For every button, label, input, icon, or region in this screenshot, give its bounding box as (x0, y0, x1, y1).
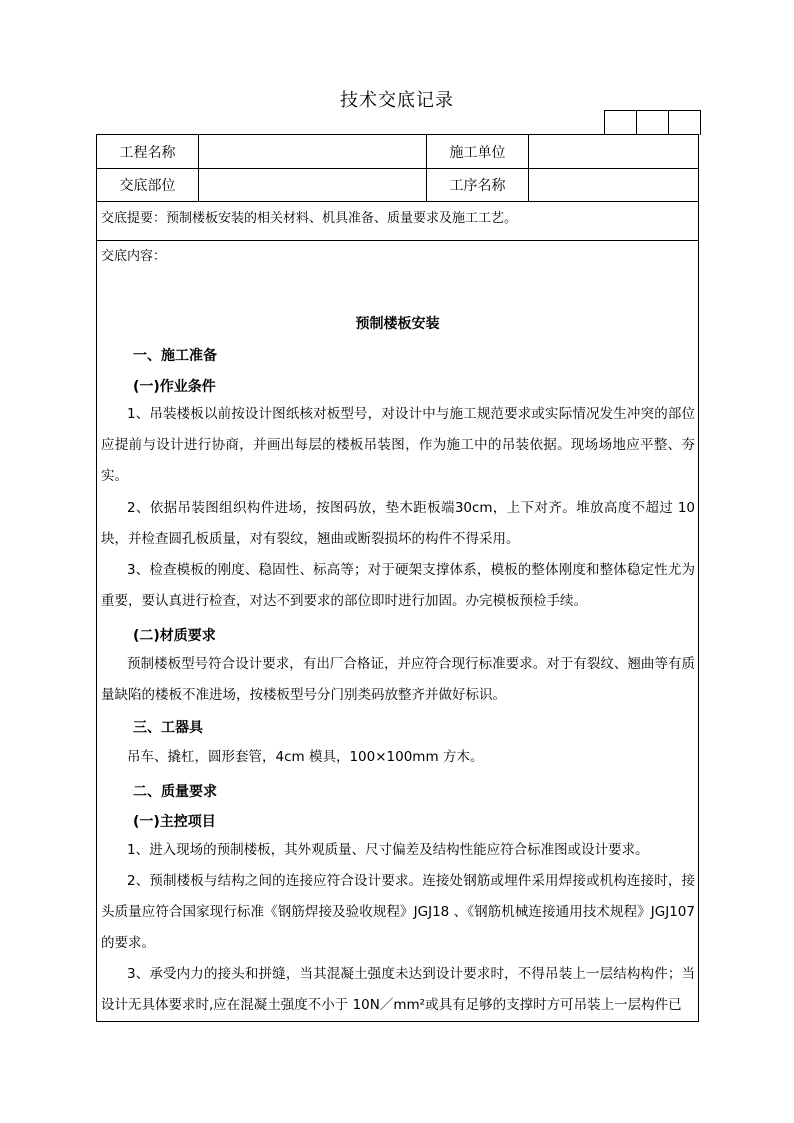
subsection-heading: (二)材质要求 (133, 628, 216, 644)
process-field[interactable] (529, 168, 698, 201)
section-heading: 二、质量要求 (133, 784, 217, 800)
record-form (96, 134, 699, 1022)
process-label: 工序名称 (427, 168, 529, 201)
project-name-field[interactable] (199, 135, 427, 168)
briefing-summary: 交底提要：预制楼板安装的相关材料、机具准备、质量要求及施工工艺。 (97, 201, 698, 241)
record-number-box[interactable] (637, 111, 669, 135)
header-row-2 (97, 168, 698, 202)
paragraph: 1、进入现场的预制楼板，其外观质量、尺寸偏差及结构性能应符合标准图或设计要求。 (127, 842, 649, 858)
content-label: 交底内容： (101, 249, 167, 264)
location-field[interactable] (199, 168, 427, 201)
paragraph: 2、预制楼板与结构之间的连接应符合设计要求。连接处钢筋或埋件采用焊接或机构连接时，接头质量应符合国家现行标准《钢筋焊接及验收规程》JGJ18 、《钢筋机械连接通用技术规程》JGJ107 的要求。 (101, 873, 695, 951)
paragraph: 预制楼板型号符合设计要求，有出厂合格证，并应符合现行标准要求。对于有裂纹、翘曲等有质量缺陷的楼板不准进场，按楼板型号分门别类码放整齐并做好标识。 (101, 656, 695, 703)
contractor-label: 施工单位 (427, 135, 529, 168)
contractor-field[interactable] (529, 135, 698, 168)
paragraph: 1、吊装楼板以前按设计图纸核对板型号，对设计中与施工规范要求或实际情况发生冲突的部位应提前与设计进行协商，并画出每层的楼板吊装图，作为施工中的吊装依据。现场场地应平整、夯实。 (101, 406, 695, 484)
header-row-1 (97, 135, 698, 169)
paragraph: 3、承受内力的接头和拼缝，当其混凝土强度未达到设计要求时，不得吊装上一层结构构件；当设计无具体要求时,应在混凝土强度不小于 10N／mm²或具有足够的支撑时方可吊装上一层构件已 (101, 966, 695, 1013)
paragraph: 2、依据吊装图组织构件进场，按图码放，垫木距板端30cm，上下对齐。堆放高度不超过 10 块，并检查圆孔板质量，对有裂纹，翘曲或断裂损坏的构件不得采用。 (101, 500, 695, 547)
record-number-box[interactable] (605, 111, 637, 135)
subsection-heading: (一)作业条件 (133, 379, 216, 395)
project-name-label: 工程名称 (97, 135, 199, 168)
content-heading: 预制楼板安装 (355, 316, 440, 332)
location-label: 交底部位 (97, 168, 199, 201)
subsection-heading: (一)主控项目 (133, 814, 216, 830)
paragraph: 吊车、撬杠，圆形套管，4cm 模具，100×100mm 方木。 (127, 749, 484, 765)
record-number-box[interactable] (669, 111, 700, 135)
section-heading: 一、施工准备 (133, 348, 217, 364)
section-heading: 三、工器具 (133, 720, 203, 736)
document-title: 技术交底记录 (340, 90, 454, 111)
record-number-boxes (604, 110, 701, 135)
paragraph: 3、检查模板的刚度、稳固性、标高等；对于硬架支撑体系，模板的整体刚度和整体稳定性尤为重要，要认真进行检查，对达不到要求的部位即时进行加固。办完模板预检手续。 (101, 562, 695, 609)
